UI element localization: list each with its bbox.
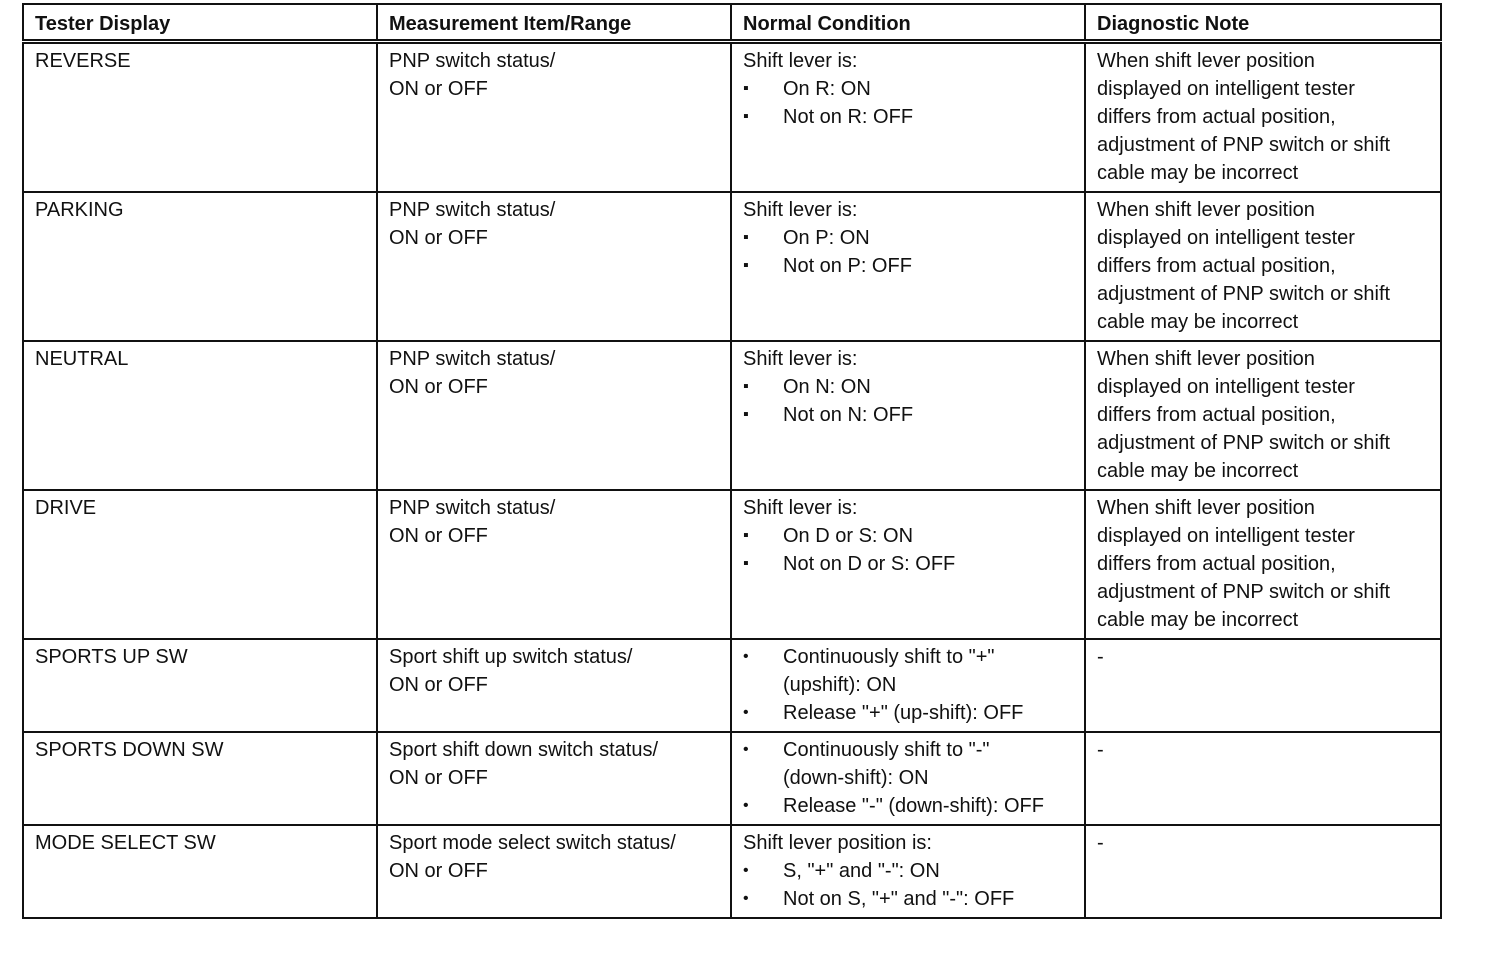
- cell-normal-condition: [731, 41, 1085, 192]
- measurement-line: ON or OFF: [389, 375, 488, 398]
- cell-normal-condition: [731, 825, 1085, 918]
- bullet-icon: •: [743, 861, 749, 879]
- note-line: cable may be incorrect: [1097, 608, 1299, 631]
- cell-tester-display: DRIVE: [23, 490, 377, 639]
- note-line: -: [1097, 645, 1104, 668]
- measurement-line: PNP switch status/: [389, 198, 556, 221]
- measurement-line: ON or OFF: [389, 77, 488, 100]
- note-line: adjustment of PNP switch or shift: [1097, 580, 1391, 603]
- table-row: [23, 341, 1441, 490]
- table-row: [23, 41, 1441, 192]
- condition-bullet: [743, 736, 1074, 792]
- cell-diagnostic-note: [1085, 41, 1441, 192]
- header-row: [23, 4, 1441, 41]
- cell-tester-display: PARKING: [23, 192, 377, 341]
- bullet-icon: ▪: [743, 79, 749, 97]
- cell-diagnostic-note: [1085, 732, 1441, 825]
- condition-text: Not on N: OFF: [783, 403, 914, 426]
- condition-text: On D or S: ON: [783, 524, 914, 547]
- cell-tester-display: SPORTS DOWN SW: [23, 732, 377, 825]
- note-line: differs from actual position,: [1097, 552, 1336, 575]
- cell-normal-condition: [731, 192, 1085, 341]
- note-line: displayed on intelligent tester: [1097, 226, 1355, 249]
- condition-bullet: [743, 373, 1074, 401]
- cell-normal-condition: [731, 732, 1085, 825]
- tester-data-table: [22, 3, 1442, 919]
- measurement-line: PNP switch status/: [389, 49, 556, 72]
- note-line: displayed on intelligent tester: [1097, 375, 1355, 398]
- condition-text: Continuously shift to "-" (down-shift): ON: [783, 738, 990, 789]
- measurement-line: PNP switch status/: [389, 347, 556, 370]
- bullet-icon: •: [743, 703, 749, 721]
- condition-bullet: [743, 103, 1074, 131]
- bullet-icon: •: [743, 889, 749, 907]
- condition-intro: Shift lever is:: [743, 198, 858, 221]
- condition-bullet: [743, 224, 1074, 252]
- cell-measurement-item: [377, 192, 731, 341]
- condition-text: Not on D or S: OFF: [783, 552, 956, 575]
- condition-bullet: [743, 699, 1074, 727]
- table-body: [23, 41, 1441, 918]
- header-measurement-item: Measurement Item/Range: [377, 4, 731, 41]
- note-line: adjustment of PNP switch or shift: [1097, 282, 1391, 305]
- condition-text: On R: ON: [783, 77, 871, 100]
- condition-text: Not on S, "+" and "-": OFF: [783, 887, 1015, 910]
- note-line: When shift lever position: [1097, 347, 1315, 370]
- bullet-icon: ▪: [743, 554, 749, 572]
- table-row: [23, 825, 1441, 918]
- condition-text: Release "-" (down-shift): OFF: [783, 794, 1044, 817]
- cell-normal-condition: [731, 490, 1085, 639]
- cell-diagnostic-note: [1085, 192, 1441, 341]
- bullet-icon: •: [743, 740, 749, 758]
- header-diagnostic-note: Diagnostic Note: [1085, 4, 1441, 41]
- condition-bullet: [743, 522, 1074, 550]
- cell-diagnostic-note: [1085, 341, 1441, 490]
- cell-measurement-item: [377, 490, 731, 639]
- note-line: differs from actual position,: [1097, 403, 1336, 426]
- header-normal-condition: Normal Condition: [731, 4, 1085, 41]
- cell-diagnostic-note: [1085, 490, 1441, 639]
- measurement-line: ON or OFF: [389, 766, 488, 789]
- condition-bullet: [743, 550, 1074, 578]
- condition-text: Not on P: OFF: [783, 254, 912, 277]
- measurement-line: Sport shift up switch status/: [389, 645, 633, 668]
- condition-bullet: [743, 885, 1074, 913]
- cell-tester-display: REVERSE: [23, 41, 377, 192]
- table-row: [23, 732, 1441, 825]
- cell-tester-display: NEUTRAL: [23, 341, 377, 490]
- cell-measurement-item: [377, 825, 731, 918]
- measurement-line: Sport shift down switch status/: [389, 738, 659, 761]
- cell-normal-condition: [731, 639, 1085, 732]
- condition-text: On P: ON: [783, 226, 870, 249]
- bullet-icon: ▪: [743, 405, 749, 423]
- measurement-line: ON or OFF: [389, 226, 488, 249]
- condition-text: S, "+" and "-": ON: [783, 859, 940, 882]
- measurement-line: Sport mode select switch status/: [389, 831, 676, 854]
- condition-intro: Shift lever is:: [743, 347, 858, 370]
- cell-tester-display: SPORTS UP SW: [23, 639, 377, 732]
- bullet-icon: ▪: [743, 256, 749, 274]
- cell-measurement-item: [377, 41, 731, 192]
- note-line: -: [1097, 738, 1104, 761]
- measurement-line: PNP switch status/: [389, 496, 556, 519]
- measurement-line: ON or OFF: [389, 859, 488, 882]
- note-line: cable may be incorrect: [1097, 161, 1299, 184]
- cell-diagnostic-note: [1085, 639, 1441, 732]
- condition-text: Not on R: OFF: [783, 105, 914, 128]
- condition-intro: Shift lever is:: [743, 496, 858, 519]
- cell-measurement-item: [377, 639, 731, 732]
- note-line: displayed on intelligent tester: [1097, 77, 1355, 100]
- note-line: When shift lever position: [1097, 49, 1315, 72]
- condition-intro: Shift lever position is:: [743, 831, 932, 854]
- note-line: differs from actual position,: [1097, 105, 1336, 128]
- condition-bullet: [743, 75, 1074, 103]
- bullet-icon: ▪: [743, 107, 749, 125]
- bullet-icon: •: [743, 796, 749, 814]
- note-line: adjustment of PNP switch or shift: [1097, 133, 1391, 156]
- cell-measurement-item: [377, 732, 731, 825]
- bullet-icon: ▪: [743, 526, 749, 544]
- bullet-icon: ▪: [743, 228, 749, 246]
- table-row: [23, 639, 1441, 732]
- bullet-icon: ▪: [743, 377, 749, 395]
- cell-normal-condition: [731, 341, 1085, 490]
- condition-bullet: [743, 857, 1074, 885]
- table-row: [23, 490, 1441, 639]
- condition-intro: Shift lever is:: [743, 49, 858, 72]
- note-line: displayed on intelligent tester: [1097, 524, 1355, 547]
- condition-bullet: [743, 401, 1074, 429]
- condition-text: Continuously shift to "+" (upshift): ON: [783, 645, 995, 696]
- bullet-icon: •: [743, 647, 749, 665]
- condition-bullet: [743, 643, 1074, 699]
- note-line: When shift lever position: [1097, 198, 1315, 221]
- condition-bullet: [743, 792, 1074, 820]
- condition-text: Release "+" (up-shift): OFF: [783, 701, 1024, 724]
- note-line: When shift lever position: [1097, 496, 1315, 519]
- cell-diagnostic-note: [1085, 825, 1441, 918]
- cell-measurement-item: [377, 341, 731, 490]
- cell-tester-display: MODE SELECT SW: [23, 825, 377, 918]
- measurement-line: ON or OFF: [389, 673, 488, 696]
- condition-bullet: [743, 252, 1074, 280]
- table-row: [23, 192, 1441, 341]
- note-line: differs from actual position,: [1097, 254, 1336, 277]
- note-line: -: [1097, 831, 1104, 854]
- header-tester-display: Tester Display: [23, 4, 377, 41]
- measurement-line: ON or OFF: [389, 524, 488, 547]
- note-line: cable may be incorrect: [1097, 459, 1299, 482]
- note-line: adjustment of PNP switch or shift: [1097, 431, 1391, 454]
- note-line: cable may be incorrect: [1097, 310, 1299, 333]
- document: [22, 3, 1440, 919]
- condition-text: On N: ON: [783, 375, 871, 398]
